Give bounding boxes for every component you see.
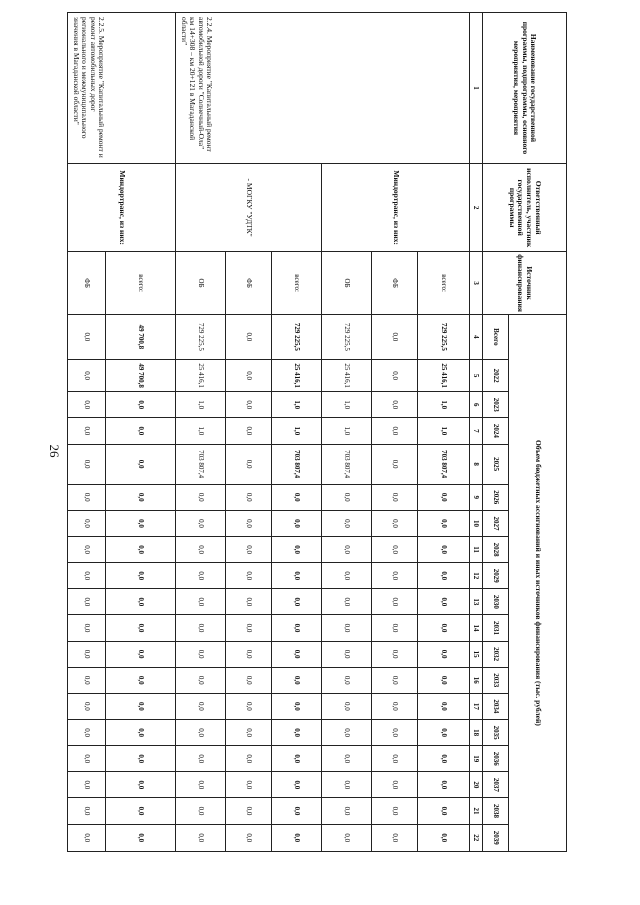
column-number: 18	[470, 720, 483, 746]
year-value: 25 416,1	[176, 360, 226, 392]
year-value: 0,0	[226, 772, 272, 798]
year-value: 0,0	[372, 444, 418, 484]
year-value: 0,0	[272, 693, 322, 719]
year-value: 0,0	[226, 537, 272, 563]
year-value: 1,0	[322, 392, 372, 418]
year-value: 1,0	[322, 418, 372, 444]
year-value: 0,0	[322, 563, 372, 589]
year-value: 0,0	[226, 510, 272, 536]
column-number: 20	[470, 772, 483, 798]
year-value: 0,0	[106, 589, 176, 615]
year-value: 49 700,8	[106, 360, 176, 392]
year-value: 0,0	[68, 418, 106, 444]
year-value: 0,0	[226, 720, 272, 746]
measure-name: 2.2.5. Мероприятие "Капитальный ремонт и ремонт автомобильных дорог регионального и межмуниципального значения в Магаданской области"	[68, 13, 176, 164]
year-value: 0,0	[226, 667, 272, 693]
year-value: 0,0	[226, 693, 272, 719]
column-number: 6	[470, 392, 483, 418]
year-value: 0,0	[106, 510, 176, 536]
total-value: 729 225,5	[322, 314, 372, 359]
year-value: 0,0	[272, 772, 322, 798]
financing-table	[67, 12, 567, 852]
header-year: 2039	[483, 824, 509, 851]
year-value: 1,0	[176, 392, 226, 418]
funding-source: ФБ	[226, 252, 272, 314]
year-value: 0,0	[372, 746, 418, 772]
year-value: 0,0	[372, 418, 418, 444]
header-year: 2025	[483, 444, 509, 484]
year-value: 0,0	[106, 746, 176, 772]
year-value: 0,0	[226, 589, 272, 615]
year-value: 0,0	[226, 418, 272, 444]
measure-name: 2.2.4. Мероприятие "Капитальный ремонт автомобильной дороги "Солнечный-Ола" км 14+308 – км 20+121 в Магаданской области"	[176, 13, 470, 164]
year-value: 0,0	[272, 667, 322, 693]
year-value: 0,0	[176, 772, 226, 798]
year-value: 0,0	[322, 667, 372, 693]
year-value: 0,0	[322, 720, 372, 746]
year-value: 0,0	[226, 641, 272, 667]
funding-source: ОБ	[176, 252, 226, 314]
year-value: 0,0	[226, 615, 272, 641]
year-value: 0,0	[322, 641, 372, 667]
year-value: 0,0	[322, 746, 372, 772]
year-value: 0,0	[272, 720, 322, 746]
total-value: 729 225,5	[176, 314, 226, 359]
header-year: 2035	[483, 720, 509, 746]
year-value: 0,0	[106, 824, 176, 851]
total-value: 0,0	[68, 314, 106, 359]
year-value: 0,0	[418, 772, 470, 798]
year-value: 0,0	[106, 693, 176, 719]
year-value: 1,0	[418, 418, 470, 444]
table-row	[418, 13, 470, 852]
year-value: 0,0	[372, 824, 418, 851]
year-value: 0,0	[372, 798, 418, 824]
year-value: 703 807,4	[176, 444, 226, 484]
funding-source: всего:	[106, 252, 176, 314]
year-value: 0,0	[106, 720, 176, 746]
column-number: 2	[470, 163, 483, 252]
year-value: 0,0	[372, 720, 418, 746]
year-value: 0,0	[106, 641, 176, 667]
year-value: 0,0	[226, 444, 272, 484]
year-value: 0,0	[372, 615, 418, 641]
year-value: 0,0	[176, 720, 226, 746]
year-value: 0,0	[176, 510, 226, 536]
year-value: 0,0	[418, 484, 470, 510]
year-value: 0,0	[176, 615, 226, 641]
year-value: 703 807,4	[272, 444, 322, 484]
executor-cell: Миндортранс, из них:	[322, 163, 470, 252]
year-value: 0,0	[68, 772, 106, 798]
year-value: 0,0	[106, 772, 176, 798]
year-value: 0,0	[106, 563, 176, 589]
funding-source: всего:	[272, 252, 322, 314]
header-volume: Объем бюджетных ассигнований и иных источников финансирования (тыс. рублей)	[509, 314, 567, 851]
year-value: 0,0	[226, 484, 272, 510]
year-value: 0,0	[372, 641, 418, 667]
year-value: 0,0	[418, 615, 470, 641]
year-value: 0,0	[372, 484, 418, 510]
year-value: 0,0	[322, 798, 372, 824]
header-year: 2024	[483, 418, 509, 444]
year-value: 0,0	[226, 824, 272, 851]
header-year: 2032	[483, 641, 509, 667]
year-value: 0,0	[68, 537, 106, 563]
year-value: 0,0	[372, 667, 418, 693]
year-value: 0,0	[226, 798, 272, 824]
year-value: 0,0	[226, 392, 272, 418]
year-value: 0,0	[106, 418, 176, 444]
year-value: 0,0	[372, 693, 418, 719]
column-number: 22	[470, 824, 483, 851]
year-value: 0,0	[272, 510, 322, 536]
year-value: 0,0	[418, 641, 470, 667]
year-value: 0,0	[322, 484, 372, 510]
year-value: 0,0	[68, 615, 106, 641]
column-number: 3	[470, 252, 483, 314]
year-value: 0,0	[418, 746, 470, 772]
year-value: 0,0	[68, 360, 106, 392]
year-value: 0,0	[418, 537, 470, 563]
year-value: 0,0	[272, 641, 322, 667]
year-value: 0,0	[372, 772, 418, 798]
year-value: 0,0	[176, 641, 226, 667]
year-value: 25 416,1	[418, 360, 470, 392]
year-value: 0,0	[68, 693, 106, 719]
year-value: 0,0	[372, 537, 418, 563]
year-value: 0,0	[372, 360, 418, 392]
year-value: 1,0	[176, 418, 226, 444]
year-value: 0,0	[176, 563, 226, 589]
year-value: 0,0	[176, 667, 226, 693]
executor-cell: - МОГКУ "УДТК"	[176, 163, 322, 252]
year-value: 0,0	[272, 615, 322, 641]
column-number: 15	[470, 641, 483, 667]
year-value: 0,0	[68, 510, 106, 536]
year-value: 0,0	[418, 589, 470, 615]
year-value: 0,0	[418, 667, 470, 693]
year-value: 0,0	[226, 563, 272, 589]
year-value: 0,0	[372, 510, 418, 536]
total-value: 729 225,5	[418, 314, 470, 359]
year-value: 0,0	[68, 563, 106, 589]
column-number: 19	[470, 746, 483, 772]
year-value: 0,0	[106, 667, 176, 693]
year-value: 0,0	[68, 444, 106, 484]
executor-cell: Миндортранс, из них:	[68, 163, 176, 252]
year-value: 0,0	[68, 484, 106, 510]
year-value: 0,0	[272, 537, 322, 563]
year-value: 0,0	[272, 798, 322, 824]
year-value: 0,0	[68, 392, 106, 418]
year-value: 0,0	[176, 798, 226, 824]
header-year: 2031	[483, 615, 509, 641]
year-value: 0,0	[322, 772, 372, 798]
year-value: 0,0	[106, 798, 176, 824]
header-year: 2023	[483, 392, 509, 418]
funding-source: ОБ	[322, 252, 372, 314]
header-year: 2029	[483, 563, 509, 589]
year-value: 0,0	[176, 537, 226, 563]
year-value: 0,0	[372, 392, 418, 418]
column-number: 21	[470, 798, 483, 824]
year-value: 0,0	[372, 563, 418, 589]
column-number: 4	[470, 314, 483, 359]
year-value: 0,0	[418, 720, 470, 746]
year-value: 0,0	[272, 589, 322, 615]
header-year: 2026	[483, 484, 509, 510]
funding-source: ФБ	[68, 252, 106, 314]
year-value: 1,0	[272, 418, 322, 444]
year-value: 0,0	[106, 484, 176, 510]
total-value: 0,0	[226, 314, 272, 359]
year-value: 0,0	[322, 693, 372, 719]
year-value: 0,0	[272, 824, 322, 851]
column-number: 11	[470, 537, 483, 563]
year-value: 703 807,4	[418, 444, 470, 484]
year-value: 0,0	[322, 589, 372, 615]
year-value: 0,0	[176, 589, 226, 615]
year-value: 25 416,1	[272, 360, 322, 392]
financing-table-sheet	[71, 12, 567, 852]
year-value: 0,0	[106, 444, 176, 484]
year-value: 0,0	[372, 589, 418, 615]
header-year: 2038	[483, 798, 509, 824]
year-value: 0,0	[322, 510, 372, 536]
column-number: 1	[470, 13, 483, 164]
year-value: 0,0	[322, 615, 372, 641]
header-year: 2034	[483, 693, 509, 719]
column-number: 8	[470, 444, 483, 484]
year-value: 0,0	[176, 746, 226, 772]
total-value: 49 700,8	[106, 314, 176, 359]
header-year: 2028	[483, 537, 509, 563]
year-value: 0,0	[418, 563, 470, 589]
year-value: 0,0	[68, 720, 106, 746]
year-value: 0,0	[226, 746, 272, 772]
column-number: 12	[470, 563, 483, 589]
table-row	[106, 13, 176, 852]
header-total: Всего	[483, 314, 509, 359]
year-value: 0,0	[322, 824, 372, 851]
year-value: 0,0	[68, 746, 106, 772]
year-value: 25 416,1	[322, 360, 372, 392]
header-year: 2033	[483, 667, 509, 693]
year-value: 0,0	[418, 798, 470, 824]
year-value: 0,0	[272, 563, 322, 589]
column-number: 14	[470, 615, 483, 641]
column-number: 5	[470, 360, 483, 392]
year-value: 0,0	[68, 824, 106, 851]
header-name: Наименование государственной программы, подпрограммы, основного мероприятия, мероприятия	[483, 13, 567, 164]
header-source: Источник финансирования	[483, 252, 567, 314]
column-number: 17	[470, 693, 483, 719]
year-value: 0,0	[176, 693, 226, 719]
column-number: 7	[470, 418, 483, 444]
year-value: 0,0	[272, 746, 322, 772]
column-number: 13	[470, 589, 483, 615]
year-value: 0,0	[68, 798, 106, 824]
header-year: 2036	[483, 746, 509, 772]
year-value: 1,0	[418, 392, 470, 418]
year-value: 0,0	[418, 510, 470, 536]
year-value: 0,0	[272, 484, 322, 510]
year-value: 0,0	[176, 824, 226, 851]
year-value: 0,0	[418, 824, 470, 851]
year-value: 0,0	[322, 537, 372, 563]
year-value: 0,0	[68, 589, 106, 615]
year-value: 0,0	[418, 693, 470, 719]
header-year: 2022	[483, 360, 509, 392]
year-value: 1,0	[272, 392, 322, 418]
year-value: 0,0	[106, 392, 176, 418]
column-number: 10	[470, 510, 483, 536]
year-value: 703 807,4	[322, 444, 372, 484]
year-value: 0,0	[106, 537, 176, 563]
column-number: 16	[470, 667, 483, 693]
header-year: 2037	[483, 772, 509, 798]
total-value: 729 225,5	[272, 314, 322, 359]
header-year: 2030	[483, 589, 509, 615]
column-number: 9	[470, 484, 483, 510]
total-value: 0,0	[372, 314, 418, 359]
year-value: 0,0	[106, 615, 176, 641]
header-executor: Ответственный исполнитель, участник государственной программы	[483, 163, 567, 252]
year-value: 0,0	[68, 641, 106, 667]
header-year: 2027	[483, 510, 509, 536]
year-value: 0,0	[176, 484, 226, 510]
page-number: 26	[47, 444, 62, 458]
funding-source: всего:	[418, 252, 470, 314]
year-value: 0,0	[68, 667, 106, 693]
year-value: 0,0	[226, 360, 272, 392]
funding-source: ФБ	[372, 252, 418, 314]
